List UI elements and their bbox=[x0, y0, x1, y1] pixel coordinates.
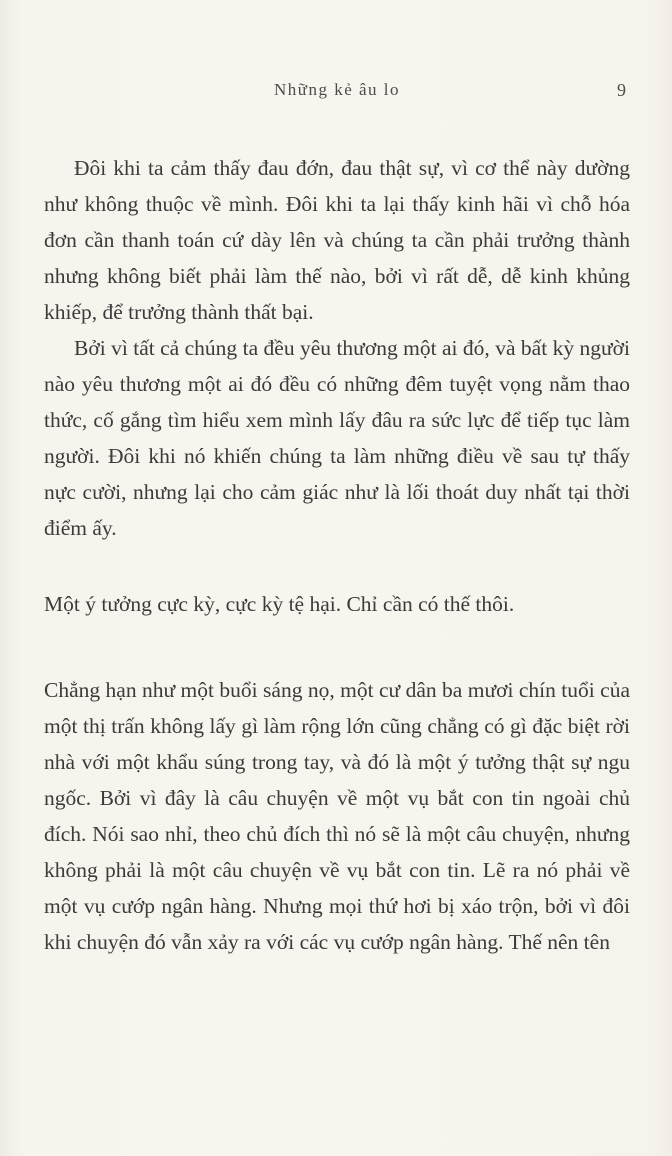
page-number: 9 bbox=[617, 80, 626, 100]
paragraph-3: Một ý tưởng cực kỳ, cực kỳ tệ hại. Chỉ cần có thế thôi. bbox=[44, 592, 515, 616]
running-header-title: Những kẻ âu lo bbox=[273, 80, 401, 99]
paragraph-1: Đôi khi ta cảm thấy đau đớn, đau thật sự, vì cơ thể này dường như không thuộc về mình. Đôi khi ta lại thấy kinh hãi vì chỗ hóa đơn cần thanh toán cứ dày lên và chúng ta cần phải trưởng thành nhưng không biết phải làm thế nào, bởi vì rất dễ, dễ kinh khủng khiếp, để trưởng thành thất bại. bbox=[44, 156, 630, 324]
page-body bbox=[44, 150, 630, 960]
paragraph-2: Bởi vì tất cả chúng ta đều yêu thương một ai đó, và bất kỳ người nào yêu thương một ai đó đều có những đêm tuyệt vọng nằm thao thức, cố gắng tìm hiểu xem mình lấy đâu ra sức lực để tiếp tục làm người. Đôi khi nó khiến chúng ta làm những điều về sau tự thấy nực cười, nhưng lại cho cảm giác như là lối thoát duy nhất tại thời điểm ấy. bbox=[44, 336, 630, 540]
paragraph-4: Chẳng hạn như một buổi sáng nọ, một cư dân ba mươi chín tuổi của một thị trấn không lấy gì làm rộng lớn cũng chẳng có gì đặc biệt rời nhà với một khẩu súng trong tay, và đó là một ý tưởng thật sự ngu ngốc. Bởi vì đây là câu chuyện về một vụ bắt con tin ngoài chủ đích. Nói sao nhỉ, theo chủ đích thì nó sẽ là một câu chuyện, nhưng không phải là một câu chuyện về vụ bắt con tin. Lẽ ra nó phải về một vụ cướp ngân hàng. Nhưng mọi thứ hơi bị xáo trộn, bởi vì đôi khi chuyện đó vẫn xảy ra với các vụ cướp ngân hàng. Thế nên tên bbox=[44, 678, 630, 954]
running-header bbox=[44, 80, 630, 106]
